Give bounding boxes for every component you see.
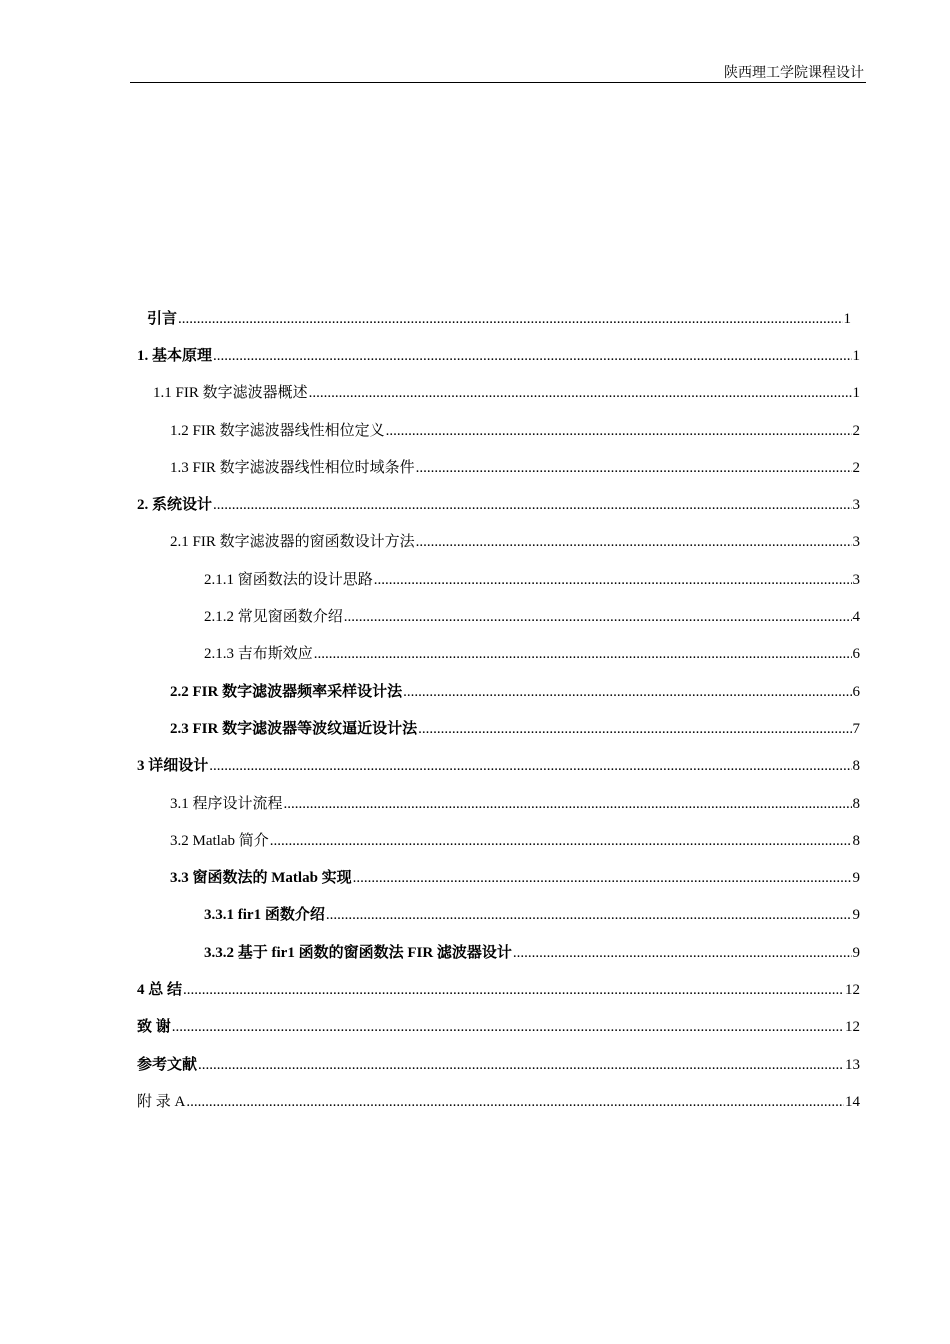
toc-entry-2-1-1[interactable] — [0, 561, 860, 598]
toc-entry-title: 2. 系统设计 — [137, 497, 213, 514]
table-of-contents — [0, 300, 950, 1121]
toc-entry-1-2[interactable] — [0, 412, 860, 449]
toc-entry-3-2[interactable] — [0, 822, 860, 859]
toc-page-number: 8 — [852, 832, 860, 849]
toc-entry-title: 4 总 结 — [137, 981, 183, 998]
toc-dot-leader — [416, 458, 852, 478]
toc-dot-leader — [353, 868, 852, 888]
toc-page-number: 8 — [852, 795, 860, 812]
toc-entry-3-3-2[interactable] — [0, 934, 860, 971]
toc-entry-title: 2.1.3 吉布斯效应 — [204, 646, 313, 663]
toc-page-number: 13 — [845, 1056, 860, 1073]
toc-entry-2-1[interactable] — [0, 524, 860, 561]
toc-dot-leader — [198, 1055, 844, 1075]
toc-page-number: 1 — [843, 310, 851, 327]
toc-dot-leader — [172, 1017, 844, 1037]
toc-page-number: 9 — [852, 870, 860, 887]
toc-dot-leader — [183, 980, 844, 1000]
toc-entry-3-1[interactable] — [0, 785, 860, 822]
toc-entry-acknowledgements[interactable] — [0, 1009, 860, 1046]
toc-entry-title: 2.1.2 常见窗函数介绍 — [204, 609, 343, 626]
toc-page-number: 9 — [852, 907, 860, 924]
toc-entry-1[interactable] — [0, 337, 860, 374]
toc-page-number: 12 — [845, 981, 860, 998]
toc-page-number: 1 — [852, 385, 860, 402]
toc-entry-appendix-a[interactable] — [0, 1083, 860, 1120]
toc-dot-leader — [314, 644, 852, 664]
toc-entry-title: 3.3 窗函数法的 Matlab 实现 — [170, 870, 352, 887]
toc-entry-title: 2.2 FIR 数字滤波器频率采样设计法 — [170, 683, 403, 700]
header-title: 陕西理工学院课程设计 — [724, 66, 864, 81]
toc-dot-leader — [326, 905, 852, 925]
toc-entry-title: 3.1 程序设计流程 — [170, 795, 283, 812]
toc-page-number: 6 — [852, 683, 860, 700]
toc-dot-leader — [374, 570, 852, 590]
toc-dot-leader — [416, 532, 852, 552]
toc-dot-leader — [213, 346, 851, 366]
toc-dot-leader — [270, 831, 852, 851]
toc-entry-2-1-3[interactable] — [0, 636, 860, 673]
toc-entry-3-3-1[interactable] — [0, 897, 860, 934]
toc-page-number: 2 — [852, 422, 860, 439]
toc-dot-leader — [513, 943, 852, 963]
toc-entry-title: 3 详细设计 — [137, 758, 209, 775]
toc-page-number: 7 — [852, 720, 860, 737]
toc-entry-title: 1. 基本原理 — [137, 347, 213, 364]
toc-page-number: 12 — [845, 1019, 860, 1036]
toc-entry-1-1[interactable] — [0, 375, 860, 412]
toc-dot-leader — [284, 794, 852, 814]
toc-entry-title: 2.1 FIR 数字滤波器的窗函数设计方法 — [170, 534, 415, 551]
toc-entry-title: 3.2 Matlab 简介 — [170, 832, 269, 849]
toc-entry-4[interactable] — [0, 971, 860, 1008]
toc-page-number: 14 — [845, 1093, 860, 1110]
toc-dot-leader — [418, 719, 851, 739]
toc-entry-3[interactable] — [0, 748, 860, 785]
toc-page-number: 3 — [852, 497, 860, 514]
toc-entry-title: 附 录 A — [137, 1093, 186, 1110]
toc-entry-2-3[interactable] — [0, 710, 860, 747]
toc-entry-title: 1.3 FIR 数字滤波器线性相位时域条件 — [170, 459, 415, 476]
toc-entry-title: 参考文献 — [137, 1056, 198, 1073]
toc-page-number: 6 — [852, 646, 860, 663]
toc-page-number: 3 — [852, 534, 860, 551]
toc-dot-leader — [186, 1092, 844, 1112]
toc-page-number: 1 — [852, 347, 860, 364]
toc-entry-title: 引言 — [147, 310, 178, 327]
toc-dot-leader — [209, 756, 851, 776]
toc-entry-title: 1.1 FIR 数字滤波器概述 — [153, 385, 308, 402]
toc-entry-references[interactable] — [0, 1046, 860, 1083]
toc-entry-title: 2.1.1 窗函数法的设计思路 — [204, 571, 373, 588]
toc-entry-title: 2.3 FIR 数字滤波器等波纹逼近设计法 — [170, 720, 418, 737]
toc-page-number: 9 — [852, 944, 860, 961]
toc-dot-leader — [309, 383, 852, 403]
toc-entry-intro[interactable] — [0, 300, 851, 337]
toc-dot-leader — [213, 495, 851, 515]
toc-entry-1-3[interactable] — [0, 449, 860, 486]
toc-page-number: 4 — [852, 609, 860, 626]
toc-page-number: 8 — [852, 758, 860, 775]
toc-entry-title: 1.2 FIR 数字滤波器线性相位定义 — [170, 422, 385, 439]
toc-entry-2-2[interactable] — [0, 673, 860, 710]
page-header — [130, 66, 866, 83]
toc-entry-2-1-2[interactable] — [0, 598, 860, 635]
toc-entry-2[interactable] — [0, 486, 860, 523]
toc-entry-title: 3.3.2 基于 fir1 函数的窗函数法 FIR 滤波器设计 — [204, 944, 512, 961]
toc-page-number: 3 — [852, 571, 860, 588]
toc-dot-leader — [403, 682, 851, 702]
toc-dot-leader — [344, 607, 852, 627]
toc-dot-leader — [178, 309, 842, 329]
toc-dot-leader — [386, 421, 852, 441]
toc-entry-title: 3.3.1 fir1 函数介绍 — [204, 907, 325, 924]
toc-entry-title: 致 谢 — [137, 1019, 171, 1036]
toc-entry-3-3[interactable] — [0, 859, 860, 896]
toc-page-number: 2 — [852, 459, 860, 476]
